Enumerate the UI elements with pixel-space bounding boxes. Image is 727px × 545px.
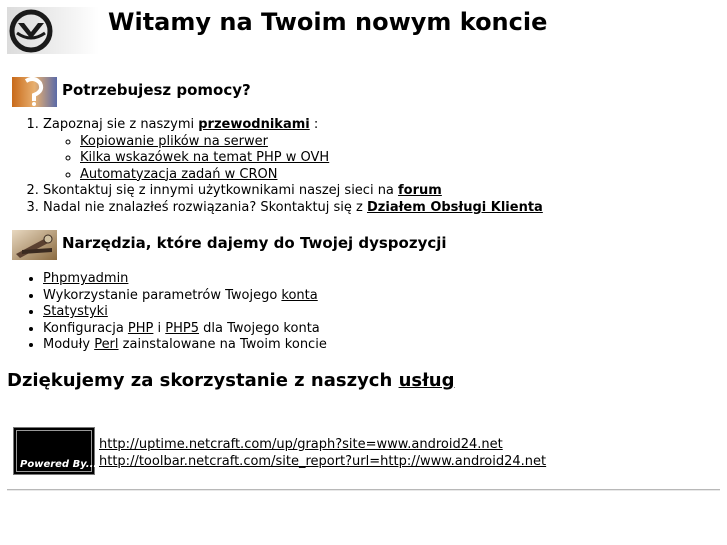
logo <box>7 7 99 54</box>
guide-link-cron[interactable]: Automatyzacja zadań w CRON <box>80 166 278 182</box>
tool-item-text: Wykorzystanie parametrów Twojego <box>43 287 282 303</box>
list-item <box>43 288 727 305</box>
page-title: Witamy na Twoim nowym koncie <box>108 8 548 36</box>
logo-icon <box>9 9 53 53</box>
tools-list <box>0 271 727 354</box>
list-item <box>43 200 727 217</box>
list-item <box>43 321 727 338</box>
site-report-link[interactable]: http://toolbar.netcraft.com/site_report?url=http://www.android24.net <box>99 454 547 469</box>
thanks-heading <box>7 370 454 392</box>
tool-item-text: Moduły <box>43 337 95 352</box>
netcraft-links <box>99 436 546 470</box>
list-item <box>43 183 727 200</box>
list-item <box>80 150 727 167</box>
help-item-text: Zapoznaj sie z naszymi <box>43 117 199 132</box>
tools-heading: Narzędzia, które dajemy do Twojej dyspozycji <box>62 234 447 252</box>
account-link[interactable]: konta <box>281 287 318 303</box>
phpmyadmin-link[interactable]: Phpmyadmin <box>43 271 129 286</box>
statistics-link[interactable]: Statystyki <box>43 304 108 319</box>
powered-by-badge[interactable] <box>13 427 98 475</box>
tool-item-text: zainstalowane na Twoim koncie <box>118 337 327 352</box>
list-item <box>80 167 727 184</box>
support-link[interactable]: Działem Obsługi Klienta <box>367 199 543 215</box>
help-item-suffix: : <box>309 117 319 132</box>
forum-link[interactable]: forum <box>398 183 442 198</box>
php-link[interactable]: PHP <box>127 320 154 336</box>
list-item <box>43 337 727 354</box>
thanks-text: Dziękujemy za skorzystanie z naszych <box>7 370 399 391</box>
tool-item-text: Konfiguracja <box>43 320 128 336</box>
tools-icon <box>12 230 57 260</box>
php5-link[interactable]: PHP5 <box>165 320 200 336</box>
list-item <box>43 271 727 288</box>
services-link[interactable]: usług <box>398 370 455 391</box>
divider <box>7 489 720 491</box>
tool-item-text: dla Twojego konta <box>199 320 320 336</box>
list-item <box>43 117 727 183</box>
list-item <box>80 134 727 151</box>
help-item-text: Skontaktuj się z innymi użytkownikami naszej sieci na <box>43 183 399 198</box>
help-heading: Potrzebujesz pomocy? <box>62 81 251 99</box>
tool-item-text: i <box>153 320 166 336</box>
guide-link-ftp[interactable]: Kopiowanie plików na serwer <box>80 133 268 149</box>
help-item-text: Nadal nie znalazłeś rozwiązania? Skontaktuj się z <box>43 199 368 215</box>
page-header <box>7 7 720 54</box>
guides-sublist <box>43 134 727 184</box>
uptime-link[interactable]: http://uptime.netcraft.com/up/graph?site=www.android24.net <box>99 437 503 452</box>
guides-link[interactable]: przewodnikami <box>198 117 310 132</box>
guide-link-php[interactable]: Kilka wskazówek na temat PHP w OVH <box>80 150 330 165</box>
help-list <box>0 117 727 216</box>
question-icon <box>12 77 57 107</box>
perl-link[interactable]: Perl <box>94 337 119 352</box>
powered-by-label: Powered By... <box>20 459 98 470</box>
list-item <box>43 304 727 321</box>
